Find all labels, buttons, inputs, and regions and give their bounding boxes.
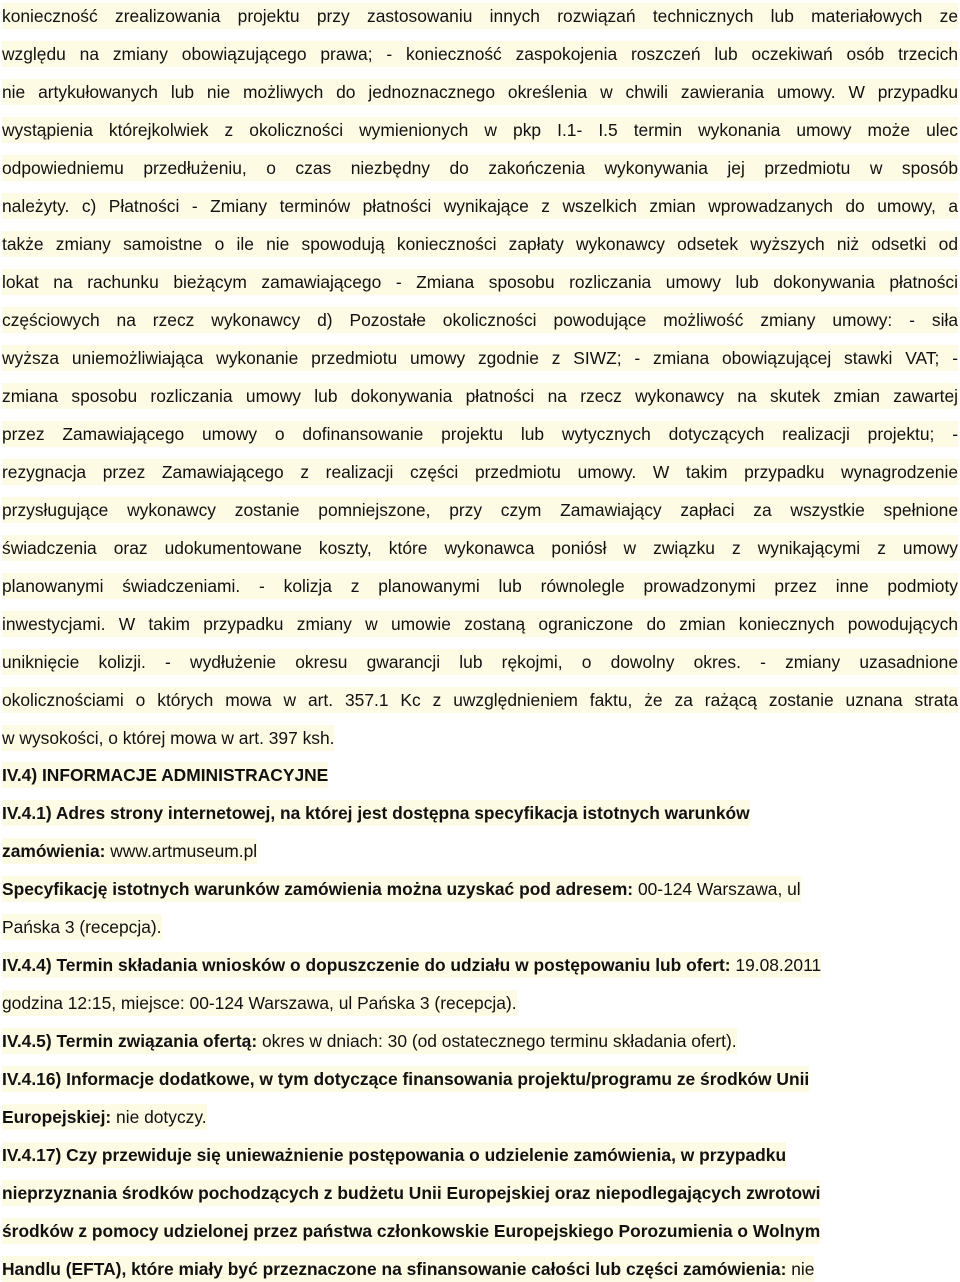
paragraph-line: także zmiany samoistne o ile nie spowodują konieczności zapłaty wykonawcy odsetek wyższych niż odsetki od <box>2 231 958 257</box>
paragraph-line: przez Zamawiającego umowy o dofinansowanie projektu lub wytycznych dotyczących realizacji projektu; - <box>2 421 958 447</box>
paragraph-line: wystąpienia którejkolwiek z okoliczności wymienionych w pkp I.1- I.5 termin wykonania umowy może ulec <box>2 117 958 143</box>
paragraph-line: okolicznościami o których mowa w art. 357.1 Kc z uwzględnieniem faktu, że za rażącą zostanie uznana strata <box>2 687 958 713</box>
section-heading: IV.4) INFORMACJE ADMINISTRACYJNE <box>2 762 328 788</box>
spec-address-value-cont: Pańska 3 (recepcja). <box>2 914 162 940</box>
paragraph-line: odpowiedniemu przedłużeniu, o czas niezbędny do zakończenia wykonywania jej przedmiotu w sposób <box>2 155 958 181</box>
paragraph-line: przysługujące wykonawcy zostanie pomniejszone, przy czym Zamawiający zapłaci za wszystkie spełnione <box>2 497 958 523</box>
paragraph-line: częściowych na rzecz wykonawcy d) Pozostałe okoliczności powodujące możliwość zmiany umowy: - siła <box>2 307 958 333</box>
spec-url-row <box>2 838 257 864</box>
paragraph-line: uniknięcie kolizji. - wydłużenie okresu gwarancji lub rękojmi, o dowolny okres. - zmiany uzasadnione <box>2 649 958 675</box>
deadline-label: IV.4.4) Termin składania wniosków o dopuszczenie do udziału w postępowaniu lub ofert: <box>2 955 731 975</box>
paragraph-line: względu na zmiany obowiązującego prawa; - konieczność zaspokojenia roszczeń lub oczekiwań osób trzecich <box>2 41 958 67</box>
additional-info-label-end: Europejskiej: <box>2 1107 112 1127</box>
spec-url-value: www.artmuseum.pl <box>105 841 258 861</box>
binding-value: okres w dniach: 30 (od ostatecznego terminu składania ofert). <box>257 1031 737 1051</box>
additional-info-label: IV.4.16) Informacje dodatkowe, w tym dotyczące finansowania projektu/programu ze środków Unii <box>2 1066 809 1092</box>
binding-label: IV.4.5) Termin związania ofertą: <box>2 1031 258 1051</box>
paragraph-line: konieczność zrealizowania projektu przy zastosowaniu innych rozwiązań technicznych lub materiałowych ze <box>2 3 958 29</box>
annulment-label: środków z pomocy udzielonej przez państwa członkowskie Europejskiego Porozumienia o Wolnym <box>2 1218 820 1244</box>
paragraph-line: planowanymi świadczeniami. - kolizja z planowanymi lub równolegle prowadzonymi przez inne podmioty <box>2 573 958 599</box>
spec-url-label-end: zamówienia: <box>2 841 106 861</box>
deadline-row <box>2 952 821 978</box>
paragraph-line: wyższa uniemożliwiająca wykonanie przedmiotu umowy zgodnie z SIWZ; - zmiana obowiązującej stawki VAT; - <box>2 345 958 371</box>
paragraph-line: rezygnacja przez Zamawiającego z realizacji części przedmiotu umowy. W takim przypadku wynagrodzenie <box>2 459 958 485</box>
spec-address-row <box>2 876 801 902</box>
paragraph-line: nie artykułowanych lub nie możliwych do jednoznacznego określenia w chwili zawierania umowy. W przypadku <box>2 79 958 105</box>
annulment-row <box>2 1256 814 1282</box>
additional-info-row <box>2 1104 207 1130</box>
deadline-date: 19.08.2011 <box>730 955 822 975</box>
spec-address-value: 00-124 Warszawa, ul <box>633 879 801 899</box>
binding-row <box>2 1028 737 1054</box>
paragraph-line: zmiana sposobu rozliczania umowy lub dokonywania płatności na rzecz wykonawcy na skutek zmian zawartej <box>2 383 958 409</box>
spec-address-label: Specyfikację istotnych warunków zamówienia można uzyskać pod adresem: <box>2 879 634 899</box>
paragraph-line: inwestycjami. W takim przypadku zmiany w umowie zostaną ograniczone do zmian koniecznych powodujących <box>2 611 958 637</box>
paragraph-line: świadczenia oraz udokumentowane koszty, które wykonawca poniósł w związku z wynikającymi z umowy <box>2 535 958 561</box>
additional-info-value: nie dotyczy. <box>111 1107 207 1127</box>
paragraph-line: lokat na rachunku bieżącym zamawiającego - Zmiana sposobu rozliczania umowy lub dokonywania płatności <box>2 269 958 295</box>
annulment-label: IV.4.17) Czy przewiduje się unieważnienie postępowania o udzielenie zamówienia, w przypadku <box>2 1142 786 1168</box>
deadline-details: godzina 12:15, miejsce: 00-124 Warszawa, ul Pańska 3 (recepcja). <box>2 990 517 1016</box>
spec-url-label: IV.4.1) Adres strony internetowej, na której jest dostępna specyfikacja istotnych warunków <box>2 800 750 826</box>
annulment-label-end: Handlu (EFTA), które miały być przeznaczone na sfinansowanie całości lub części zamówienia: <box>2 1259 787 1279</box>
paragraph-line: w wysokości, o której mowa w art. 397 ksh. <box>2 725 334 751</box>
annulment-label: nieprzyznania środków pochodzących z budżetu Unii Europejskiej oraz niepodlegających zwrotowi <box>2 1180 820 1206</box>
paragraph-line: należyty. c) Płatności - Zmiany terminów płatności wynikające z wszelkich zmian wprowadzanych do umowy, a <box>2 193 958 219</box>
annulment-value: nie <box>786 1259 815 1279</box>
